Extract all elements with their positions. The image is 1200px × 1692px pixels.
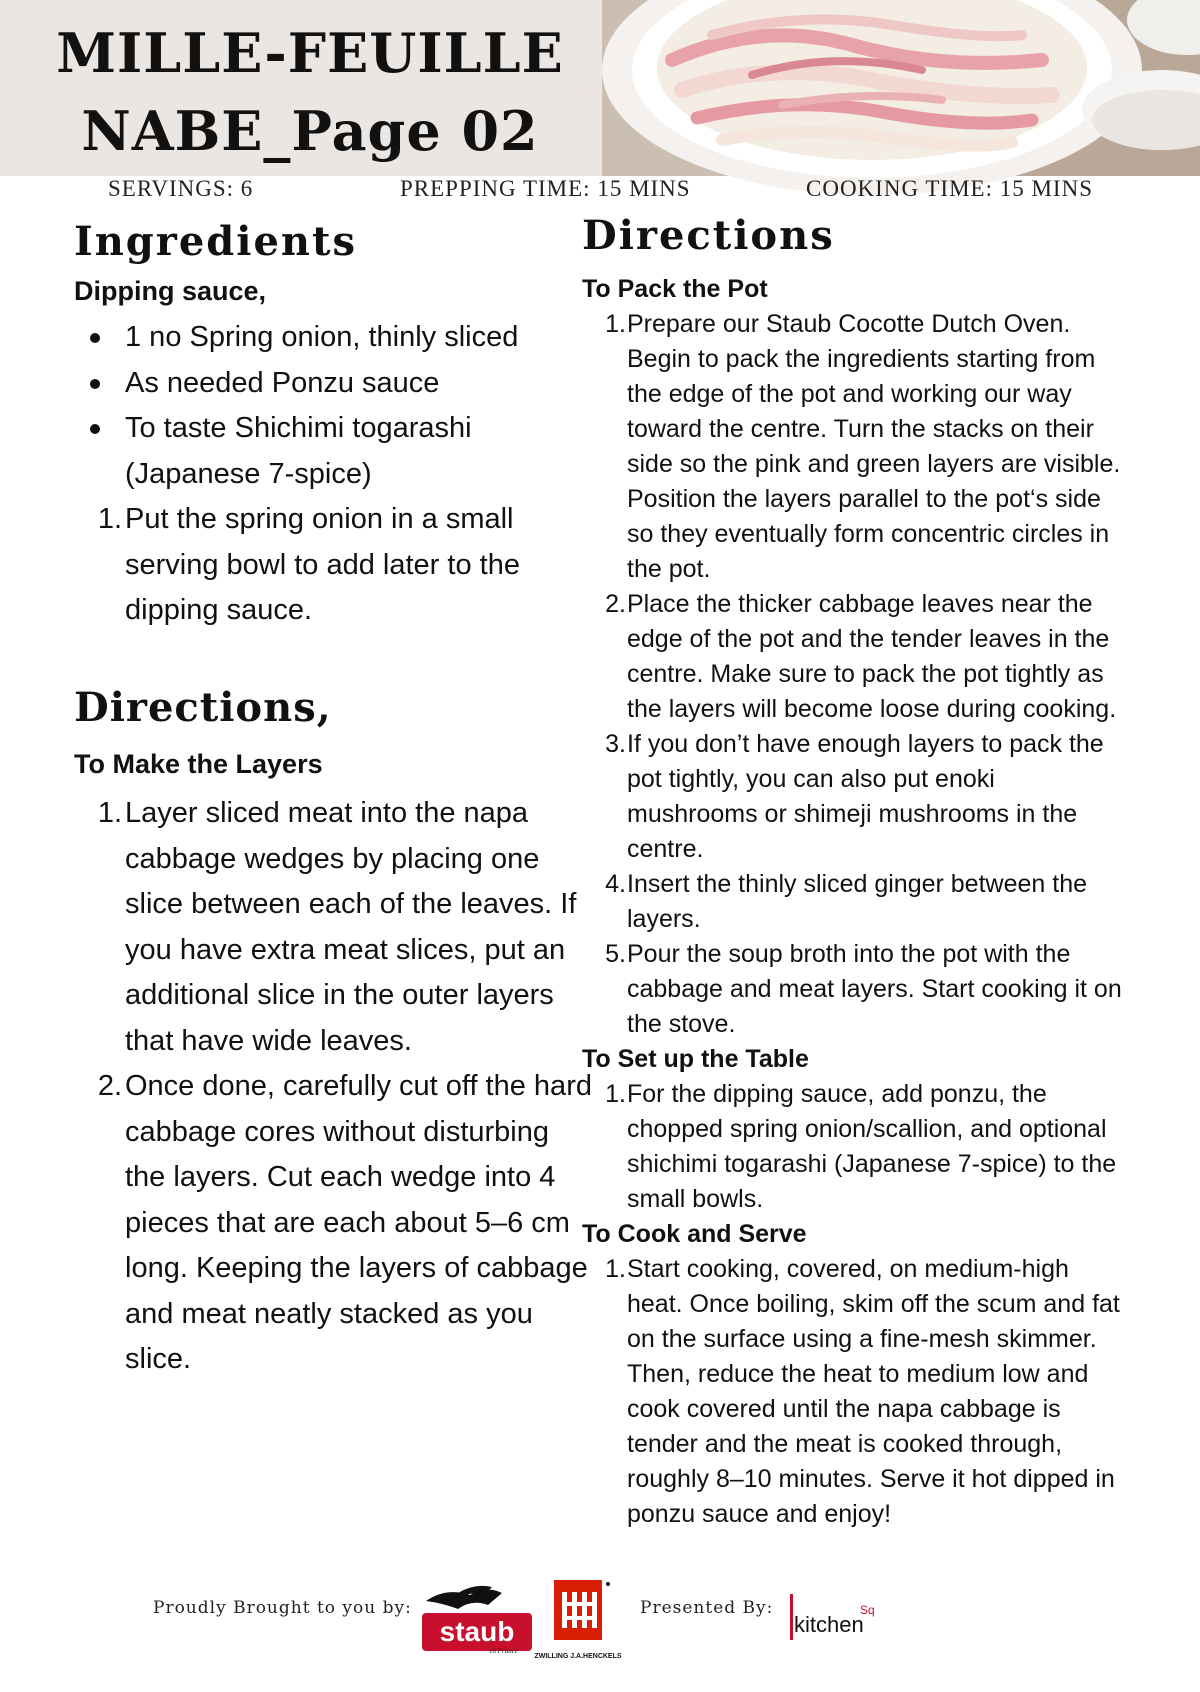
list-item bbox=[74, 315, 594, 361]
list-item bbox=[582, 307, 1122, 587]
hero-photo bbox=[602, 0, 1200, 176]
list-item bbox=[74, 497, 594, 634]
list-item bbox=[582, 587, 1122, 727]
pack-pot-steps bbox=[582, 307, 1122, 1042]
step-number: 1. bbox=[97, 503, 122, 535]
page-title bbox=[0, 14, 620, 170]
bullet-icon bbox=[90, 333, 100, 343]
list-item bbox=[582, 1077, 1122, 1217]
step-number: 1. bbox=[605, 1080, 626, 1108]
step-text: Put the spring onion in a small serving bowl to add later to the dipping sauce. bbox=[125, 503, 520, 626]
bullet-icon bbox=[90, 379, 100, 389]
zwilling-logo bbox=[534, 1578, 622, 1676]
ingredient-list bbox=[74, 315, 594, 497]
bullet-icon bbox=[90, 424, 100, 434]
list-item bbox=[74, 406, 594, 497]
zwilling-wordmark: ZWILLING J.A.HENCKELS bbox=[534, 1653, 622, 1660]
title-line-1: MILLE-FEUILLE bbox=[56, 21, 564, 85]
ingredient-text: To taste Shichimi togarashi (Japanese 7-spice) bbox=[125, 412, 472, 490]
step-number: 1. bbox=[605, 310, 626, 338]
layer-steps bbox=[74, 791, 594, 1383]
make-layers-subheading: To Make the Layers bbox=[74, 749, 323, 779]
staub-en-france: en France bbox=[489, 1647, 518, 1655]
list-item bbox=[582, 727, 1122, 867]
ingredient-text: 1 no Spring onion, thinly sliced bbox=[125, 321, 519, 353]
zwilling-logo-graphic bbox=[534, 1578, 622, 1676]
brought-by-label: Proudly Brought to you by: bbox=[153, 1598, 412, 1618]
staub-logo-graphic bbox=[418, 1583, 536, 1655]
ingredient-text: As needed Ponzu sauce bbox=[125, 366, 440, 399]
left-directions-heading: Directions, bbox=[74, 684, 332, 731]
step-number: 2. bbox=[605, 590, 626, 618]
step-text: Start cooking, covered, on medium-high heat. Once boiling, skim off the scum and fat on the surface using a fine-mesh skimmer. Then, reduce the heat to medium low and cook covered until the napa cabbage is tender and the meat is cooked through, roughly 8–10 minutes. Serve it hot dipped in ponzu sauce and enjoy! bbox=[627, 1255, 1120, 1528]
step-number: 1. bbox=[605, 1255, 626, 1283]
cook-time-label: COOKING TIME: 15 MINS bbox=[806, 176, 1093, 201]
step-number: 5. bbox=[605, 940, 626, 968]
staub-logo bbox=[418, 1583, 536, 1655]
cook-serve-subheading: To Cook and Serve bbox=[582, 1220, 807, 1248]
list-item bbox=[74, 1064, 594, 1383]
list-item bbox=[582, 1252, 1122, 1532]
kitchen-sq-logo bbox=[788, 1592, 878, 1646]
servings-label: SERVINGS: 6 bbox=[108, 176, 254, 201]
step-text: Prepare our Staub Cocotte Dutch Oven. Begin to pack the ingredients starting from the edge of the pot and working our way toward the centre. Turn the stacks on their side so the pink and green layers are visible. Position the layers parallel to the pot‘s side so they eventually form concentric circles in the pot. bbox=[627, 310, 1121, 583]
step-number: 3. bbox=[605, 730, 626, 758]
list-item bbox=[74, 791, 594, 1064]
step-text: If you don’t have enough layers to pack the pot tightly, you can also put enoki mushrooms or shimeji mushrooms in the centre. bbox=[627, 730, 1104, 863]
kitchen-sq-logo-graphic bbox=[788, 1592, 878, 1646]
step-number: 2. bbox=[97, 1070, 122, 1102]
list-item bbox=[74, 361, 594, 407]
right-directions-body bbox=[582, 272, 1122, 1532]
step-text: Once done, carefully cut off the hard cabbage cores without disturbing the layers. Cut each wedge into 4 pieces that are each about 5–6 cm long. Keeping the layers of cabbage and meat neatly stacked as you slice. bbox=[125, 1070, 592, 1375]
cook-serve-steps bbox=[582, 1252, 1122, 1532]
list-item bbox=[582, 937, 1122, 1042]
kitchen-sq-sup: Sq bbox=[860, 1603, 875, 1617]
hero-photo-illustration bbox=[602, 0, 1200, 176]
ingredients-heading: Ingredients bbox=[74, 218, 357, 265]
step-number: 4. bbox=[605, 870, 626, 898]
list-item bbox=[582, 867, 1122, 937]
staub-wordmark: staub bbox=[439, 1616, 515, 1647]
step-text: Pour the soup broth into the pot with the cabbage and meat layers. Start cooking it on the stove. bbox=[627, 940, 1122, 1038]
set-table-subheading: To Set up the Table bbox=[582, 1045, 809, 1073]
ingredient-steps bbox=[74, 497, 594, 634]
step-text: Insert the thinly sliced ginger between the layers. bbox=[627, 870, 1087, 933]
prep-time-label: PREPPING TIME: 15 MINS bbox=[400, 176, 691, 201]
presented-by-label: Presented By: bbox=[640, 1598, 774, 1618]
pack-pot-subheading: To Pack the Pot bbox=[582, 275, 768, 303]
title-line-2: NABE_Page 02 bbox=[81, 99, 539, 163]
step-text: Layer sliced meat into the napa cabbage wedges by placing one slice between each of the leaves. If you have extra meat slices, put an additional slice in the outer layers that have wide leaves. bbox=[125, 797, 577, 1057]
set-table-steps bbox=[582, 1077, 1122, 1217]
kitchen-wordmark: kitchen bbox=[794, 1612, 864, 1637]
right-directions-heading: Directions bbox=[582, 212, 835, 259]
step-text: For the dipping sauce, add ponzu, the chopped spring onion/scallion, and optional shichimi togarashi (Japanese 7-spice) to the small bowls. bbox=[627, 1080, 1117, 1213]
step-number: 1. bbox=[97, 797, 122, 829]
dipping-sauce-subheading: Dipping sauce, bbox=[74, 276, 267, 306]
step-text: Place the thicker cabbage leaves near the edge of the pot and the tender leaves in the centre. Make sure to pack the pot tightly as the layers will become loose during cooking. bbox=[627, 590, 1117, 723]
